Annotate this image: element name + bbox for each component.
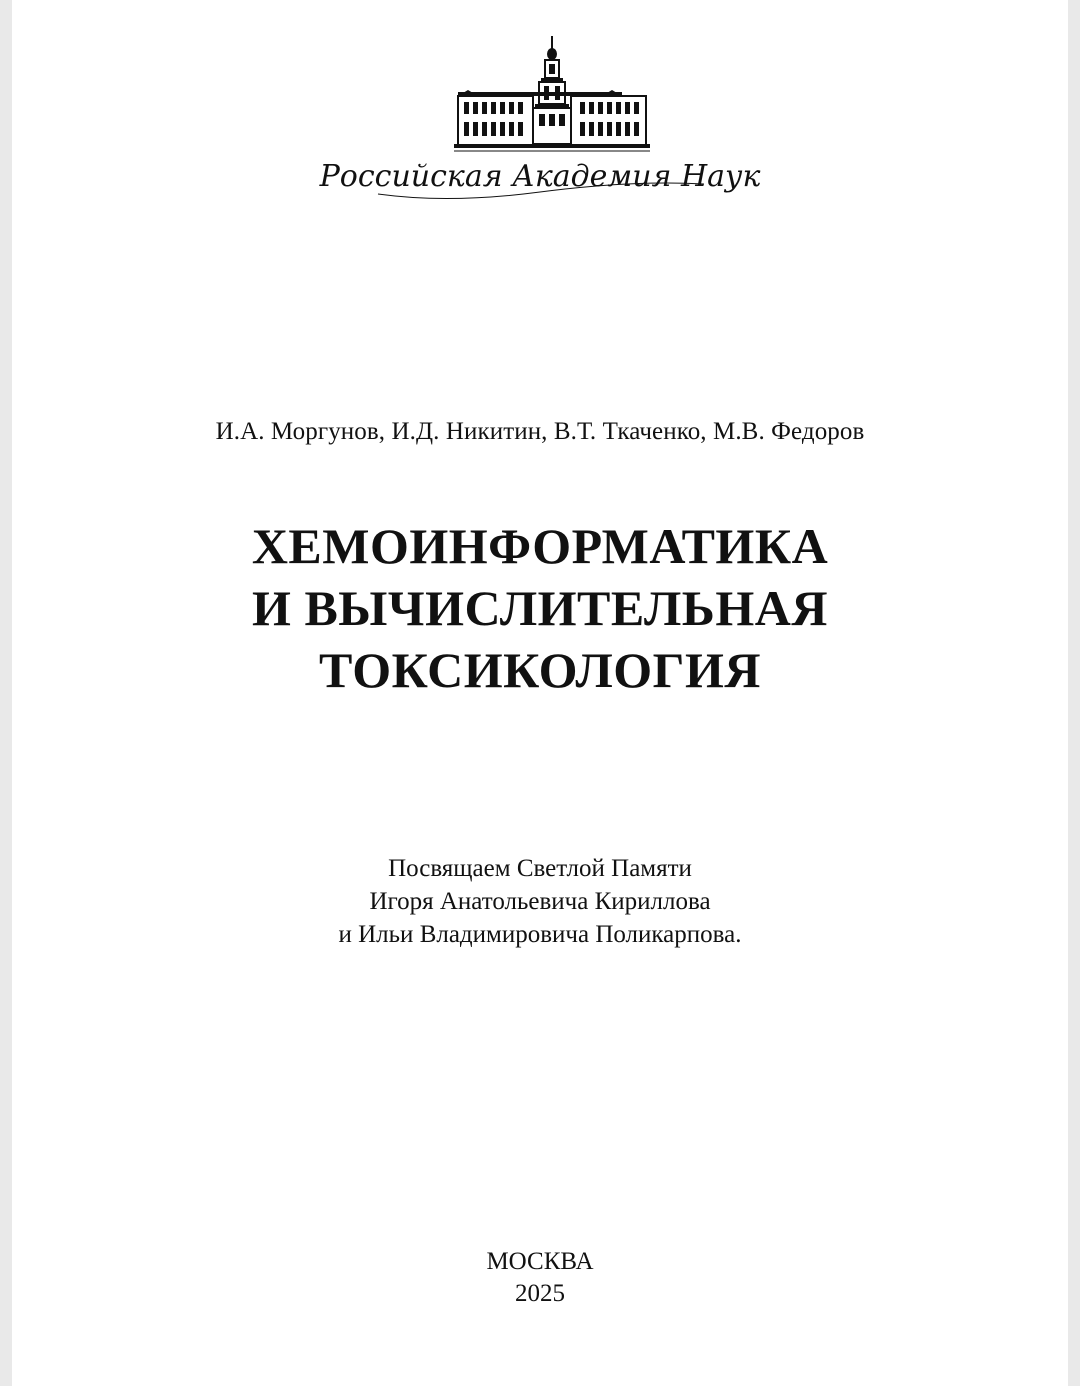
title-page — [12, 0, 1068, 1386]
dedication-line-1: Посвящаем Светлой Памяти — [388, 855, 692, 882]
imprint — [12, 1246, 1068, 1310]
title-line-1: ХЕМОИНФОРМАТИКА — [251, 518, 829, 574]
title-line-2: И ВЫЧИСЛИТЕЛЬНАЯ — [252, 580, 828, 636]
dedication-line-2: Игоря Анатольевича Кириллова — [369, 888, 711, 915]
imprint-city: МОСКВА — [486, 1248, 594, 1275]
logo-wordmark: Российская Академия Наук — [319, 159, 761, 194]
dedication-line-3: и Ильи Владимировича Поликарпова. — [338, 921, 742, 948]
title-line-3: ТОКСИКОЛОГИЯ — [319, 642, 761, 698]
book-title — [12, 515, 1068, 701]
authors-line: И.А. Моргунов, И.Д. Никитин, В.Т. Ткаченко, М.В. Федоров — [215, 418, 865, 445]
academy-building-logo-icon — [319, 34, 761, 210]
dedication — [12, 852, 1068, 951]
imprint-year: 2025 — [515, 1280, 565, 1307]
